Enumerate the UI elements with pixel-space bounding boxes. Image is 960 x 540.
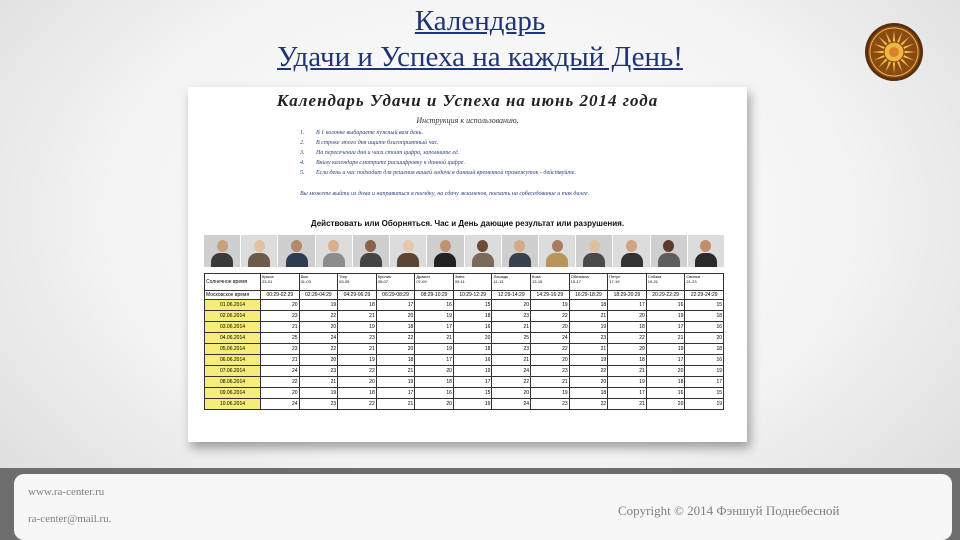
portrait-head <box>663 240 674 252</box>
value-cell: 21 <box>608 399 647 410</box>
value-cell: 22 <box>531 344 570 355</box>
person-portrait-image <box>353 235 389 267</box>
instructions-list <box>300 128 740 178</box>
value-cell: 18 <box>646 377 685 388</box>
value-cell: 20 <box>299 355 338 366</box>
date-cell: 10.06.2014 <box>205 399 261 410</box>
instructions-heading: Инструкция к использованию. <box>416 116 519 125</box>
hour-animal: Собака <box>647 274 662 279</box>
person-portrait-image <box>502 235 538 267</box>
instruction-number: 1. <box>300 130 305 136</box>
value-cell: 22 <box>569 366 608 377</box>
value-cell: 24 <box>261 366 300 377</box>
hour-header-cell <box>415 274 454 291</box>
value-cell: 20 <box>531 355 570 366</box>
hour-range: 23-01 <box>262 279 273 284</box>
portrait-body <box>360 253 382 267</box>
value-cell: 23 <box>299 399 338 410</box>
hour-range: 15-17 <box>570 279 581 284</box>
value-cell: 15 <box>685 388 724 399</box>
value-cell: 18 <box>608 355 647 366</box>
table-row <box>205 399 724 410</box>
value-cell: 23 <box>531 399 570 410</box>
document-title: Календарь Удачи и Успеха на июнь 2014 года <box>276 91 659 110</box>
value-cell: 22 <box>299 311 338 322</box>
value-cell: 19 <box>646 344 685 355</box>
value-cell: 18 <box>415 377 454 388</box>
value-cell: 25 <box>492 333 531 344</box>
portrait-body <box>248 253 270 267</box>
instruction-item <box>300 158 740 168</box>
instruction-item <box>300 148 740 158</box>
moscow-time-cell: 18:29-20:29 <box>608 291 647 300</box>
hour-header-cell <box>376 274 415 291</box>
value-cell: 15 <box>453 300 492 311</box>
date-cell: 01.06.2014 <box>205 300 261 311</box>
value-cell: 20 <box>261 300 300 311</box>
moscow-time-cell: 02:29-04:29 <box>299 291 338 300</box>
instruction-item <box>300 128 740 138</box>
value-cell: 25 <box>261 333 300 344</box>
value-cell: 17 <box>646 322 685 333</box>
moscow-time-cell: 16:29-18:29 <box>569 291 608 300</box>
date-cell: 04.06.2014 <box>205 333 261 344</box>
moscow-time-cell: 14:29-16:29 <box>531 291 570 300</box>
value-cell: 22 <box>338 399 377 410</box>
slide-title-line1: Календарь <box>414 5 546 37</box>
value-cell: 23 <box>299 366 338 377</box>
table-row <box>205 300 724 311</box>
person-portrait-image <box>688 235 724 267</box>
value-cell: 24 <box>492 399 531 410</box>
value-cell: 19 <box>453 366 492 377</box>
value-cell: 17 <box>608 388 647 399</box>
hour-range: 01-03 <box>300 279 311 284</box>
value-cell: 22 <box>492 377 531 388</box>
value-cell: 17 <box>376 388 415 399</box>
value-cell: 21 <box>415 333 454 344</box>
value-cell: 18 <box>608 322 647 333</box>
value-cell: 19 <box>608 377 647 388</box>
value-cell: 20 <box>261 388 300 399</box>
value-cell: 16 <box>453 322 492 333</box>
value-cell: 21 <box>608 366 647 377</box>
value-cell: 24 <box>299 333 338 344</box>
value-cell: 22 <box>376 333 415 344</box>
value-cell: 18 <box>376 322 415 333</box>
value-cell: 21 <box>531 377 570 388</box>
portrait-head <box>477 240 488 252</box>
hour-header-cell <box>608 274 647 291</box>
instruction-text: На пересечении дня и часа стоит цифра, запомните её. <box>316 150 460 156</box>
value-cell: 23 <box>338 333 377 344</box>
instruction-text: В 1 колонке выбираете нужный вам день. <box>316 130 423 136</box>
person-portrait-image <box>539 235 575 267</box>
value-cell: 20 <box>685 333 724 344</box>
portrait-head <box>552 240 563 252</box>
value-cell: 19 <box>415 311 454 322</box>
value-cell: 20 <box>531 322 570 333</box>
portrait-head <box>440 240 451 252</box>
hour-animal: Лошадь <box>493 274 509 279</box>
portrait-body <box>211 253 233 267</box>
value-cell: 21 <box>492 355 531 366</box>
value-cell: 20 <box>646 366 685 377</box>
portrait-body <box>434 253 456 267</box>
portrait-head <box>514 240 525 252</box>
person-portrait-image <box>278 235 314 267</box>
portrait-body <box>695 253 717 267</box>
footer-website[interactable]: www.ra-center.ru <box>28 486 105 498</box>
solar-time-label: Солнечное время <box>205 274 261 291</box>
value-cell: 22 <box>261 377 300 388</box>
value-cell: 19 <box>531 388 570 399</box>
person-portrait-image <box>390 235 426 267</box>
hour-range: 09-11 <box>454 279 465 284</box>
value-cell: 17 <box>608 300 647 311</box>
value-cell: 19 <box>531 300 570 311</box>
table-row <box>205 333 724 344</box>
value-cell: 19 <box>376 377 415 388</box>
portrait-body <box>621 253 643 267</box>
moscow-time-cell: 08:29-10:29 <box>415 291 454 300</box>
value-cell: 17 <box>415 322 454 333</box>
table-row <box>205 322 724 333</box>
value-cell: 19 <box>415 344 454 355</box>
moscow-time-cell: 12:29-14:29 <box>492 291 531 300</box>
instruction-number: 4. <box>300 160 305 166</box>
value-cell: 19 <box>453 399 492 410</box>
value-cell: 20 <box>376 311 415 322</box>
value-cell: 16 <box>415 300 454 311</box>
value-cell: 21 <box>261 322 300 333</box>
value-cell: 18 <box>569 388 608 399</box>
date-cell: 08.06.2014 <box>205 377 261 388</box>
instruction-text: В строке этого дня ищите благоприятный час. <box>316 140 439 146</box>
portrait-body <box>509 253 531 267</box>
footer-email[interactable]: ra-center@mail.ru. <box>28 513 112 525</box>
value-cell: 16 <box>453 355 492 366</box>
date-cell: 03.06.2014 <box>205 322 261 333</box>
value-cell: 16 <box>685 322 724 333</box>
value-cell: 21 <box>299 377 338 388</box>
value-cell: 16 <box>685 355 724 366</box>
moscow-time-label: Московское время <box>205 291 261 300</box>
instruction-text: Если день и час подходит для решения вашей задачи в данный временной промежуток - действуйте. <box>316 170 576 176</box>
luck-calendar-table <box>204 273 724 410</box>
person-portrait-image <box>465 235 501 267</box>
date-cell: 05.06.2014 <box>205 344 261 355</box>
value-cell: 20 <box>415 366 454 377</box>
instruction-item <box>300 168 740 178</box>
portrait-strip <box>204 235 724 267</box>
value-cell: 15 <box>685 300 724 311</box>
instruction-number: 3. <box>300 150 305 156</box>
hour-header-cell <box>531 274 570 291</box>
hour-animal: Коза <box>532 274 541 279</box>
value-cell: 22 <box>608 333 647 344</box>
portrait-body <box>583 253 605 267</box>
value-cell: 23 <box>261 344 300 355</box>
value-cell: 24 <box>492 366 531 377</box>
value-cell: 16 <box>415 388 454 399</box>
hour-header-cell <box>685 274 724 291</box>
value-cell: 21 <box>376 399 415 410</box>
hour-animal: Тигр <box>339 274 348 279</box>
value-cell: 19 <box>685 366 724 377</box>
footer-copyright: Copyright © 2014 Фэншуй Поднебесной <box>618 503 840 518</box>
hour-header-cell <box>569 274 608 291</box>
moscow-time-row <box>205 291 724 300</box>
value-cell: 20 <box>608 344 647 355</box>
moscow-time-cell: 10:29-12:29 <box>453 291 492 300</box>
value-cell: 23 <box>492 344 531 355</box>
hour-animal: Обезьяна <box>570 274 589 279</box>
hour-header-cell <box>646 274 685 291</box>
value-cell: 19 <box>569 355 608 366</box>
date-cell: 02.06.2014 <box>205 311 261 322</box>
person-portrait-image <box>613 235 649 267</box>
hour-animal: Дракон <box>416 274 430 279</box>
value-cell: 17 <box>376 300 415 311</box>
feng-shui-medallion-logo <box>864 22 924 82</box>
hour-animal: Кролик <box>377 274 391 279</box>
instruction-item <box>300 138 740 148</box>
value-cell: 18 <box>685 311 724 322</box>
moscow-time-cell: 06:29-08:29 <box>376 291 415 300</box>
portrait-head <box>700 240 711 252</box>
value-cell: 21 <box>338 311 377 322</box>
portrait-head <box>254 240 265 252</box>
value-cell: 20 <box>646 399 685 410</box>
instructions-note: Вы можете выйти из дома и направиться в поездку, на сдачу экзаменов, поехать на собеседование и так далее. <box>300 191 590 197</box>
hour-header-cell <box>338 274 377 291</box>
value-cell: 17 <box>685 377 724 388</box>
value-cell: 20 <box>569 377 608 388</box>
value-cell: 21 <box>569 311 608 322</box>
table-row <box>205 311 724 322</box>
moscow-time-cell: 20:29-22:29 <box>646 291 685 300</box>
value-cell: 18 <box>376 355 415 366</box>
hour-animal: Крыса <box>262 274 274 279</box>
value-cell: 22 <box>531 311 570 322</box>
hour-header-cell <box>261 274 300 291</box>
instruction-text: Внизу календаря смотрите расшифровку к данной цифре. <box>316 160 465 166</box>
person-portrait-image <box>576 235 612 267</box>
moscow-time-cell: 04:29-06:29 <box>338 291 377 300</box>
value-cell: 19 <box>338 355 377 366</box>
hour-range: 13-15 <box>532 279 543 284</box>
value-cell: 23 <box>569 333 608 344</box>
hour-header-cell <box>453 274 492 291</box>
value-cell: 18 <box>569 300 608 311</box>
value-cell: 18 <box>338 388 377 399</box>
value-cell: 23 <box>492 311 531 322</box>
hour-animal: Свинья <box>686 274 701 279</box>
hour-animal: Змея <box>454 274 465 279</box>
value-cell: 21 <box>569 344 608 355</box>
value-cell: 15 <box>453 388 492 399</box>
calendar-document <box>188 87 747 442</box>
instruction-number: 2. <box>300 140 305 146</box>
value-cell: 23 <box>531 366 570 377</box>
hour-animal: Петух <box>609 274 621 279</box>
portrait-head <box>365 240 376 252</box>
person-portrait-image <box>204 235 240 267</box>
portrait-body <box>286 253 308 267</box>
hour-header-cell <box>299 274 338 291</box>
value-cell: 20 <box>492 300 531 311</box>
value-cell: 21 <box>261 355 300 366</box>
hour-range: 19-21 <box>647 279 659 284</box>
moscow-time-cell: 00:29-02:29 <box>261 291 300 300</box>
hour-animal: Бык <box>300 274 308 279</box>
value-cell: 18 <box>685 344 724 355</box>
value-cell: 23 <box>261 311 300 322</box>
value-cell: 21 <box>376 366 415 377</box>
solar-time-header-row <box>205 274 724 291</box>
portrait-head <box>328 240 339 252</box>
value-cell: 20 <box>608 311 647 322</box>
table-subtitle: Действовать или Оборняться. Час и День дающие результат или разрушения. <box>310 219 625 228</box>
table-row <box>205 377 724 388</box>
value-cell: 20 <box>453 333 492 344</box>
portrait-head <box>291 240 302 252</box>
value-cell: 19 <box>299 300 338 311</box>
person-portrait-image <box>316 235 352 267</box>
portrait-body <box>546 253 568 267</box>
hour-range: 07-09 <box>416 279 427 284</box>
hour-range: 17-19 <box>609 279 620 284</box>
portrait-body <box>397 253 419 267</box>
value-cell: 16 <box>646 300 685 311</box>
table-row <box>205 344 724 355</box>
value-cell: 24 <box>531 333 570 344</box>
value-cell: 19 <box>569 322 608 333</box>
person-portrait-image <box>427 235 463 267</box>
value-cell: 19 <box>685 399 724 410</box>
value-cell: 17 <box>453 377 492 388</box>
hour-range: 11-13 <box>493 279 504 284</box>
table-row <box>205 366 724 377</box>
value-cell: 22 <box>299 344 338 355</box>
value-cell: 21 <box>646 333 685 344</box>
table-row <box>205 388 724 399</box>
portrait-head <box>217 240 228 252</box>
instruction-number: 5. <box>300 170 305 176</box>
table-row <box>205 355 724 366</box>
value-cell: 17 <box>415 355 454 366</box>
portrait-head <box>403 240 414 252</box>
hour-range: 05-07 <box>377 279 388 284</box>
value-cell: 21 <box>492 322 531 333</box>
date-cell: 09.06.2014 <box>205 388 261 399</box>
value-cell: 22 <box>569 399 608 410</box>
portrait-head <box>626 240 637 252</box>
value-cell: 20 <box>299 322 338 333</box>
portrait-body <box>472 253 494 267</box>
value-cell: 19 <box>646 311 685 322</box>
value-cell: 20 <box>376 344 415 355</box>
portrait-body <box>323 253 345 267</box>
hour-range: 21-23 <box>686 279 697 284</box>
value-cell: 19 <box>299 388 338 399</box>
portrait-head <box>589 240 600 252</box>
value-cell: 18 <box>338 300 377 311</box>
person-portrait-image <box>651 235 687 267</box>
value-cell: 21 <box>338 344 377 355</box>
value-cell: 22 <box>338 366 377 377</box>
value-cell: 20 <box>338 377 377 388</box>
date-cell: 07.06.2014 <box>205 366 261 377</box>
value-cell: 18 <box>453 344 492 355</box>
value-cell: 16 <box>646 388 685 399</box>
moscow-time-cell: 22:29-24:29 <box>685 291 724 300</box>
hour-header-cell <box>492 274 531 291</box>
date-cell: 06.06.2014 <box>205 355 261 366</box>
value-cell: 17 <box>646 355 685 366</box>
hour-range: 03-05 <box>339 279 350 284</box>
value-cell: 19 <box>338 322 377 333</box>
portrait-body <box>658 253 680 267</box>
slide-title-line2: Удачи и Успеха на каждый День! <box>277 41 683 73</box>
value-cell: 20 <box>492 388 531 399</box>
value-cell: 18 <box>453 311 492 322</box>
person-portrait-image <box>241 235 277 267</box>
value-cell: 24 <box>261 399 300 410</box>
value-cell: 20 <box>415 399 454 410</box>
